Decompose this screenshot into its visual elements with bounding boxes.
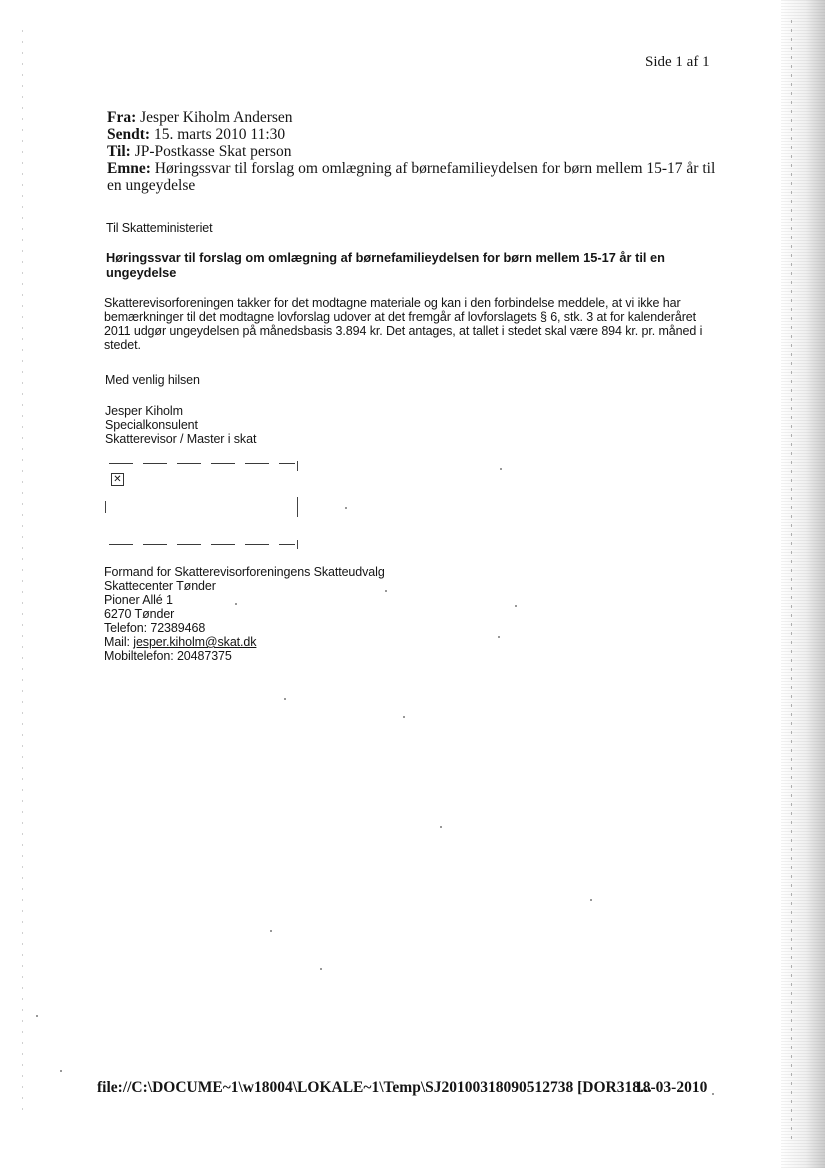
scan-speck (385, 590, 387, 592)
scan-speck (440, 826, 442, 828)
sent-label: Sendt: (107, 126, 151, 143)
mobile-line: Mobiltelefon: 20487375 (104, 649, 232, 663)
scan-speck (60, 1070, 62, 1072)
subject-label: Emne: (107, 160, 151, 177)
to-value: JP-Postkasse Skat person (134, 143, 292, 160)
scan-speck (590, 899, 592, 901)
placeholder-border-bottom (109, 544, 295, 545)
placeholder-border-top (109, 463, 295, 464)
signature-role: Skatterevisor / Master i skat (105, 432, 257, 446)
scan-speck (515, 605, 517, 607)
sent-row (107, 126, 717, 143)
placeholder-border-right (297, 461, 298, 471)
contact-line: Formand for Skatterevisorforeningens Skatteudvalg (104, 565, 385, 579)
contact-line: Pioner Allé 1 (104, 593, 173, 607)
scan-speck (320, 968, 322, 970)
mail-label: Mail: (104, 635, 130, 649)
scan-speck (235, 603, 237, 605)
scan-speck (403, 716, 405, 718)
from-label: Fra: (107, 109, 137, 126)
contact-line: Telefon: 72389468 (104, 621, 206, 635)
letter-subject: Høringssvar til forslag om omlægning af børnefamilieydelsen for børn mellem 15-17 år til en ungeydelse (106, 250, 665, 280)
print-footer (97, 1079, 708, 1097)
contact-line: 6270 Tønder (104, 607, 175, 621)
mail-line (104, 635, 385, 649)
to-row (107, 143, 717, 160)
placeholder-border-right-bottom (297, 540, 298, 549)
signature-image-placeholder (103, 461, 299, 545)
greeting: Med venlig hilsen (105, 373, 200, 387)
from-value: Jesper Kiholm Andersen (140, 109, 293, 126)
footer-path: file://C:\DOCUME~1\w18004\LOKALE~1\Temp\SJ20100318090512738 [DOR318... (97, 1079, 652, 1096)
email-header (107, 109, 717, 194)
page-number: Side 1 af 1 (645, 54, 710, 70)
broken-image-icon: ✕ (111, 473, 124, 486)
sent-value: 15. marts 2010 11:30 (153, 126, 286, 143)
scan-speck (712, 1093, 714, 1095)
contact-block (104, 565, 385, 663)
to-label: Til: (107, 143, 131, 160)
scan-speck (498, 636, 500, 638)
signature-name: Jesper Kiholm (105, 404, 183, 418)
mail-link[interactable]: jesper.kiholm@skat.dk (133, 635, 257, 649)
letter-recipient: Til Skatteministeriet (106, 221, 213, 235)
letter-paragraph: Skatterevisorforeningen takker for det modtagne materiale og kan i den forbindelse meddele, at vi ikke har bemærkninger til det modtagne lovforslag udover at det fremgår af lovforslagets § 6, stk. 3 at for kalenderåret 2011 udgør ungeydelsen på månedsbasis 3.894 kr. Det antages, at tallet i stedet skal være 894 kr. pr. måned i stedet. (104, 296, 703, 352)
scan-speck (500, 468, 502, 470)
signature-title: Specialkonsulent (105, 418, 198, 432)
subject-row (107, 160, 717, 194)
subject-value: Høringssvar til forslag om omlægning af børnefamilieydelsen for børn mellem 15-17 år til en ungeydelse (107, 160, 716, 194)
signature-block (105, 404, 256, 446)
scan-speck (345, 507, 347, 509)
scan-edge-right (781, 0, 825, 1168)
placeholder-border-right-mid (297, 497, 298, 517)
placeholder-border-left (105, 501, 106, 513)
scan-edge-left (22, 30, 23, 1110)
footer-date: 18-03-2010 (635, 1079, 708, 1096)
contact-line: Skattecenter Tønder (104, 579, 216, 593)
scan-speck (36, 1015, 38, 1017)
from-row (107, 109, 717, 126)
scan-speck (284, 698, 286, 700)
scan-speck (270, 930, 272, 932)
